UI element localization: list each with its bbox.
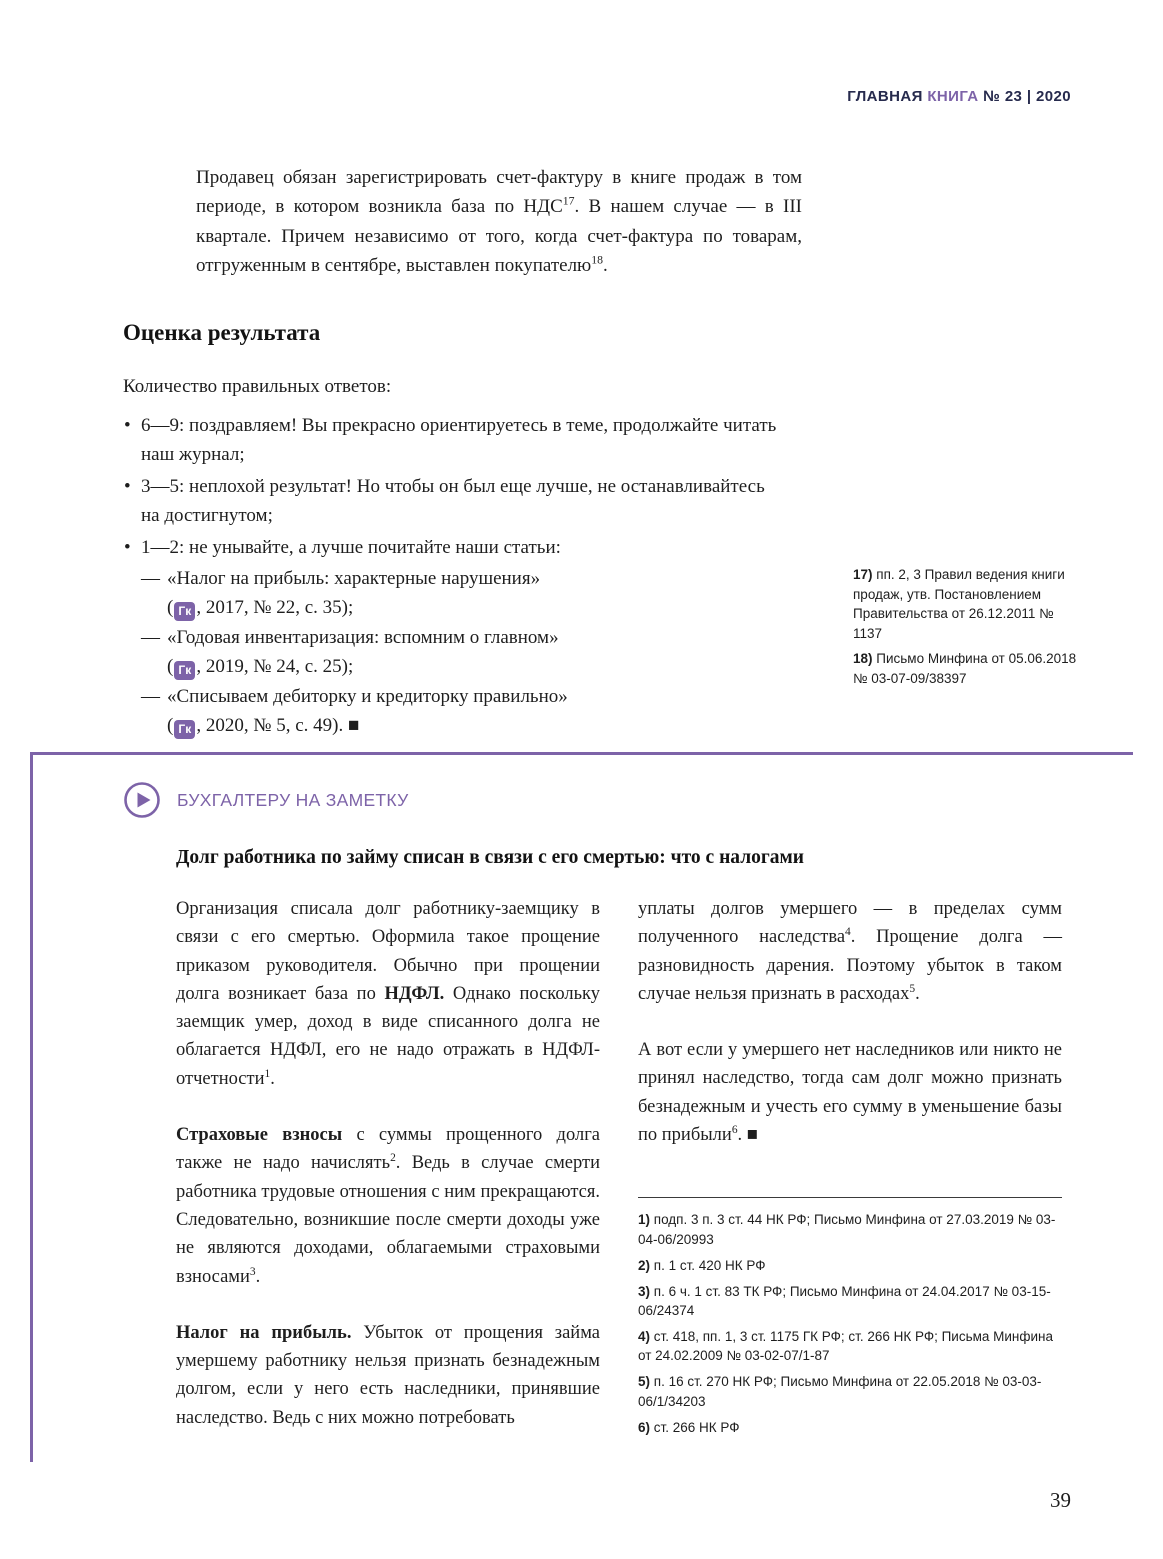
footnote-number: 6) [638,1419,651,1435]
article-references [141,564,783,741]
footnote-ref-5: 5 [909,982,916,995]
footnote-text: подп. 3 п. 3 ст. 44 НК РФ; Письмо Минфина от 27.03.2019 № 03-04-06/20993 [638,1212,1056,1247]
article-reference [141,682,783,741]
footnote-ref-4: 4 [845,926,851,939]
body-text: А вот если у умершего нет наследников или никто не принял наследство, тогда сам долг можно признать безнадежным и учесть его сумму в уменьшение базы по прибыли [638,1040,1062,1146]
brand-word-glavnaya: ГЛАВНАЯ [847,88,923,105]
ref-open-paren: ( [167,597,174,619]
note-footnote-6 [638,1418,1062,1437]
page-number: 39 [1050,1488,1071,1512]
body-text: . [915,983,920,1004]
note-footnote-3 [638,1282,1062,1320]
magazine-masthead [847,88,1071,105]
note-footnotes [638,1197,1062,1437]
note-column-right [638,895,1062,1444]
footnote-ref-1: 1 [264,1067,271,1080]
note-footnote-4 [638,1327,1062,1365]
note-footnote-2 [638,1256,1062,1275]
footnote-ref-18: 18 [591,253,604,267]
margin-footnote-18 [853,649,1085,688]
footnote-number: 4) [638,1329,651,1345]
article-reference [141,564,783,623]
footnote-ref-17: 17 [562,195,575,209]
footnote-text: п. 1 ст. 420 НК РФ [650,1257,766,1273]
list-item-text: 1—2: не унывайте, а лучше почитайте наши статьи: [141,536,561,558]
note-paragraph [176,1121,600,1291]
body-text: Однако поскольку заемщик умер, доход в виде списанного долга не облагается НДФЛ, его не надо отражать в НДФЛ-отчетности [176,983,600,1089]
body-text: . ■ [737,1125,758,1146]
list-item [123,472,783,531]
list-item [123,533,783,741]
note-footnote-1 [638,1210,1062,1248]
note-kicker-row [123,781,1133,819]
article-citation: , 2020, № 5, с. 49). ■ [196,715,360,737]
body-text: Продавец обязан зарегистрировать счет-фактуру в книге продаж в том периоде, в котором возникла база по НДС [196,167,802,218]
ref-open-paren: ( [167,715,174,737]
gk-magazine-icon: Гк [174,720,195,739]
margin-footnotes [853,565,1085,694]
body-text: с суммы прощенного долга также не надо начислять [176,1125,600,1174]
note-paragraph [638,1036,1062,1149]
bold-lead: Налог на прибыль. [176,1322,352,1343]
bold-term: НДФЛ. [384,983,445,1004]
footnote-text: п. 16 ст. 270 НК РФ; Письмо Минфина от 22.05.2018 № 03-03-06/1/34203 [638,1374,1042,1409]
note-columns [176,895,1133,1444]
body-text: . [603,255,608,277]
body-text: . В нашем случае — в III квартале. Причем независимо от того, когда счет-фактура по товарам, отгруженным в сентябре, выставлен покупателю [196,196,802,277]
note-footnote-5 [638,1372,1062,1410]
margin-footnote-17 [853,565,1085,643]
answer-paragraph [196,163,802,281]
dash-marker: — [141,626,160,648]
body-text: уплаты долгов умершего — в пределах сумм полученного наследства [638,899,1062,948]
article-citation: , 2017, № 22, с. 35); [196,597,354,619]
footnote-ref-6: 6 [731,1123,738,1136]
brand-word-kniga: КНИГА [927,88,979,105]
quiz-subheading: Количество правильных ответов: [123,376,392,398]
note-title: Долг работника по займу списан в связи с его смертью: что с налогами [176,847,805,868]
footnote-number: 5) [638,1374,651,1390]
dash-marker: — [141,568,160,590]
dash-marker: — [141,685,160,707]
footnote-text: п. 6 ч. 1 ст. 83 ТК РФ; Письмо Минфина от 24.04.2017 № 03-15-06/24374 [638,1283,1051,1318]
body-text: . Ведь в случае смерти работника трудовые отношения с ним прекращаются. Следовательно, возникшие после смерти доходы уже не являются доходами, облагаемыми страховыми взносами [176,1153,600,1287]
quiz-results-list [123,411,783,741]
footnote-text: пп. 2, 3 Правил ведения книги продаж, утв. Постановлением Правительства от 26.12.2011 № 1137 [853,567,1065,641]
note-column-left [176,895,600,1444]
gk-magazine-icon: Гк [174,602,195,621]
footnote-number: 17) [853,567,873,582]
note-kicker-label: БУХГАЛТЕРУ НА ЗАМЕТКУ [177,789,409,810]
body-text: . [270,1068,275,1089]
article-title: «Списываем дебиторку и кредиторку правильно» [167,685,568,707]
list-item-text: 6—9: поздравляем! Вы прекрасно ориентируетесь в теме, продолжайте читать наш журнал; [141,414,777,466]
footnote-number: 3) [638,1283,651,1299]
ref-open-paren: ( [167,656,174,678]
note-paragraph [638,895,1062,1008]
list-item-text: 3—5: неплохой результат! Но чтобы он был еще лучше, не останавливайтесь на достигнутом; [141,475,765,527]
article-title: «Налог на прибыль: характерные нарушения» [167,568,541,590]
list-item [123,411,783,470]
article-citation: , 2019, № 24, с. 25); [196,656,354,678]
body-text: Организация списала долг работнику-заемщику в связи с его смертью. Оформила такое прощение приказом руководителя. Обычно при прощении долга возникает база по [176,899,600,1004]
note-paragraph [176,895,600,1093]
play-icon [123,781,161,819]
issue-number: № 23 | 2020 [983,88,1071,105]
bold-lead: Страховые взносы [176,1125,343,1146]
article-title: «Годовая инвентаризация: вспомним о главном» [167,626,559,648]
body-text: Убыток от прощения займа умершему работнику нельзя признать безнадежным долгом, если у него есть наследники, принявшие наследство. Ведь с них можно потребовать [176,1322,600,1428]
footnote-ref-2: 2 [390,1152,396,1165]
body-text: . Прощение долга — разновидность дарения. Поэтому убыток в таком случае нельзя признать в расходах [638,927,1063,1004]
main-content [123,163,823,741]
footnote-text: ст. 418, пп. 1, 3 ст. 1175 ГК РФ; ст. 266 НК РФ; Письма Минфина от 24.02.2009 № 03-02-07/1-87 [638,1329,1053,1364]
footnote-number: 2) [638,1257,651,1273]
footnote-number: 18) [853,651,873,667]
accountant-note-section [30,752,1133,1462]
footnote-text: Письмо Минфина от 05.06.2018 № 03-07-09/38397 [853,651,1077,686]
gk-magazine-icon: Гк [174,661,195,680]
footnote-text: ст. 266 НК РФ [650,1419,740,1435]
article-reference [141,623,783,682]
footnote-ref-3: 3 [249,1265,256,1278]
note-paragraph [176,1319,600,1432]
section-heading: Оценка результата [123,319,321,345]
footnote-number: 1) [638,1212,651,1228]
body-text: . [255,1266,261,1287]
